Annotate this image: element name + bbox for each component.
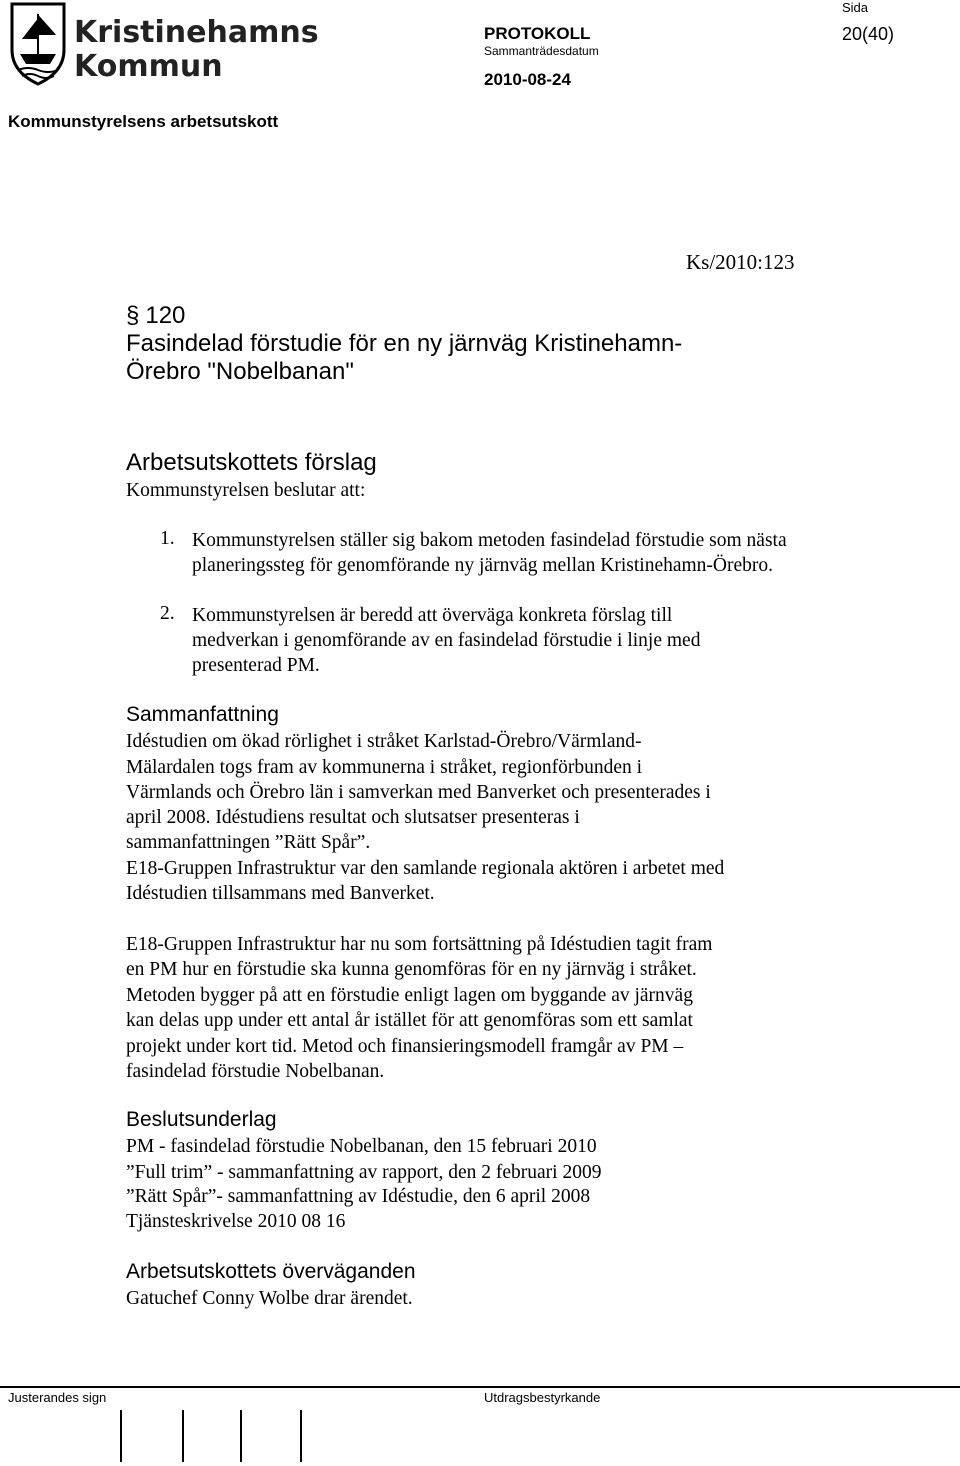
logo-text-line1: Kristinehamns [74,15,319,50]
list-item-number: 2. [160,603,175,624]
basis-heading: Beslutsunderlag [126,1108,277,1131]
signature-box-divider [120,1410,122,1462]
basis-item: PM - fasindelad förstudie Nobelbanan, den 15 februari 2010 [126,1136,597,1157]
case-number: Ks/2010:123 [686,250,795,274]
summary-line: E18-Gruppen Infrastruktur har nu som fortsättning på Idéstudien tagit fram [126,934,713,955]
extract-certification-label: Utdragsbestyrkande [484,1390,601,1405]
meeting-date-label: Sammanträdesdatum [484,44,599,58]
basis-item: ”Full trim” - sammanfattning av rapport, den 2 februari 2009 [126,1162,602,1183]
list-item-line: presenterad PM. [192,655,320,676]
list-item-line: Kommunstyrelsen är beredd att överväga konkreta förslag till [192,605,673,626]
summary-line: en PM hur en förstudie ska kunna genomföras för en ny järnväg i stråket. [126,959,697,980]
summary-line: Metoden bygger på att en förstudie enligt lagen om byggande av järnväg [126,985,693,1006]
summary-line: projekt under kort tid. Metod och finansieringsmodell framgår av PM – [126,1036,684,1057]
section-title-line1: Fasindelad förstudie för en ny järnväg Kristinehamn- [126,330,683,357]
page-label: Sida [842,0,869,15]
summary-line: fasindelad förstudie Nobelbanan. [126,1061,385,1082]
justering-sign-label: Justerandes sign [8,1390,107,1405]
summary-line: Värmlands och Örebro län i samverkan med Banverket och presenterades i [126,782,711,803]
municipality-logo [8,0,319,86]
page-number: 20(40) [842,24,895,44]
summary-line: Idéstudien om ökad rörlighet i stråket Karlstad-Örebro/Värmland- [126,731,642,752]
basis-item: ”Rätt Spår”- sammanfattning av Idéstudie, den 6 april 2008 [126,1186,591,1207]
list-item-line: medverkan i genomförande av en fasindelad förstudie i linje med [192,630,701,651]
basis-item: Tjänsteskrivelse 2010 08 16 [126,1211,346,1232]
proposal-heading: Arbetsutskottets förslag [126,449,377,476]
summary-line: Mälardalen togs fram av kommunerna i stråket, regionförbunden i [126,757,643,778]
section-number: 120 [145,302,186,329]
summary-line: kan delas upp under ett antal år istället för att genomföras som ett samlat [126,1010,693,1031]
summary-line: Idéstudien tillsammans med Banverket. [126,883,435,904]
footer-divider [0,1386,960,1388]
summary-line: sammanfattningen ”Rätt Spår”. [126,832,371,853]
proposal-intro: Kommunstyrelsen beslutar att: [126,480,366,501]
signature-box-divider [240,1410,242,1462]
section-title-line2: Örebro "Nobelbanan" [126,358,354,385]
considerations-heading: Arbetsutskottets överväganden [126,1260,416,1283]
logo-text-line2: Kommun [74,49,223,84]
list-item-number: 1. [160,528,175,549]
summary-heading: Sammanfattning [126,703,279,726]
signature-box-divider [182,1410,184,1462]
list-item-line: Kommunstyrelsen ställer sig bakom metoden fasindelad förstudie som nästa [192,530,787,551]
coat-of-arms-icon [8,0,319,86]
summary-line: E18-Gruppen Infrastruktur var den samlande regionala aktören i arbetet med [126,858,725,879]
section-heading [126,302,185,330]
signature-box-divider [300,1410,302,1462]
considerations-text: Gatuchef Conny Wolbe drar ärendet. [126,1288,413,1309]
section-sign-icon: § [126,302,140,329]
committee-name: Kommunstyrelsens arbetsutskott [8,112,279,131]
meeting-date: 2010-08-24 [484,70,571,89]
summary-line: april 2008. Idéstudiens resultat och slutsatser presenteras i [126,807,580,828]
document-type: PROTOKOLL [484,24,591,43]
list-item-line: planeringssteg för genomförande ny järnväg mellan Kristinehamn-Örebro. [192,555,774,576]
